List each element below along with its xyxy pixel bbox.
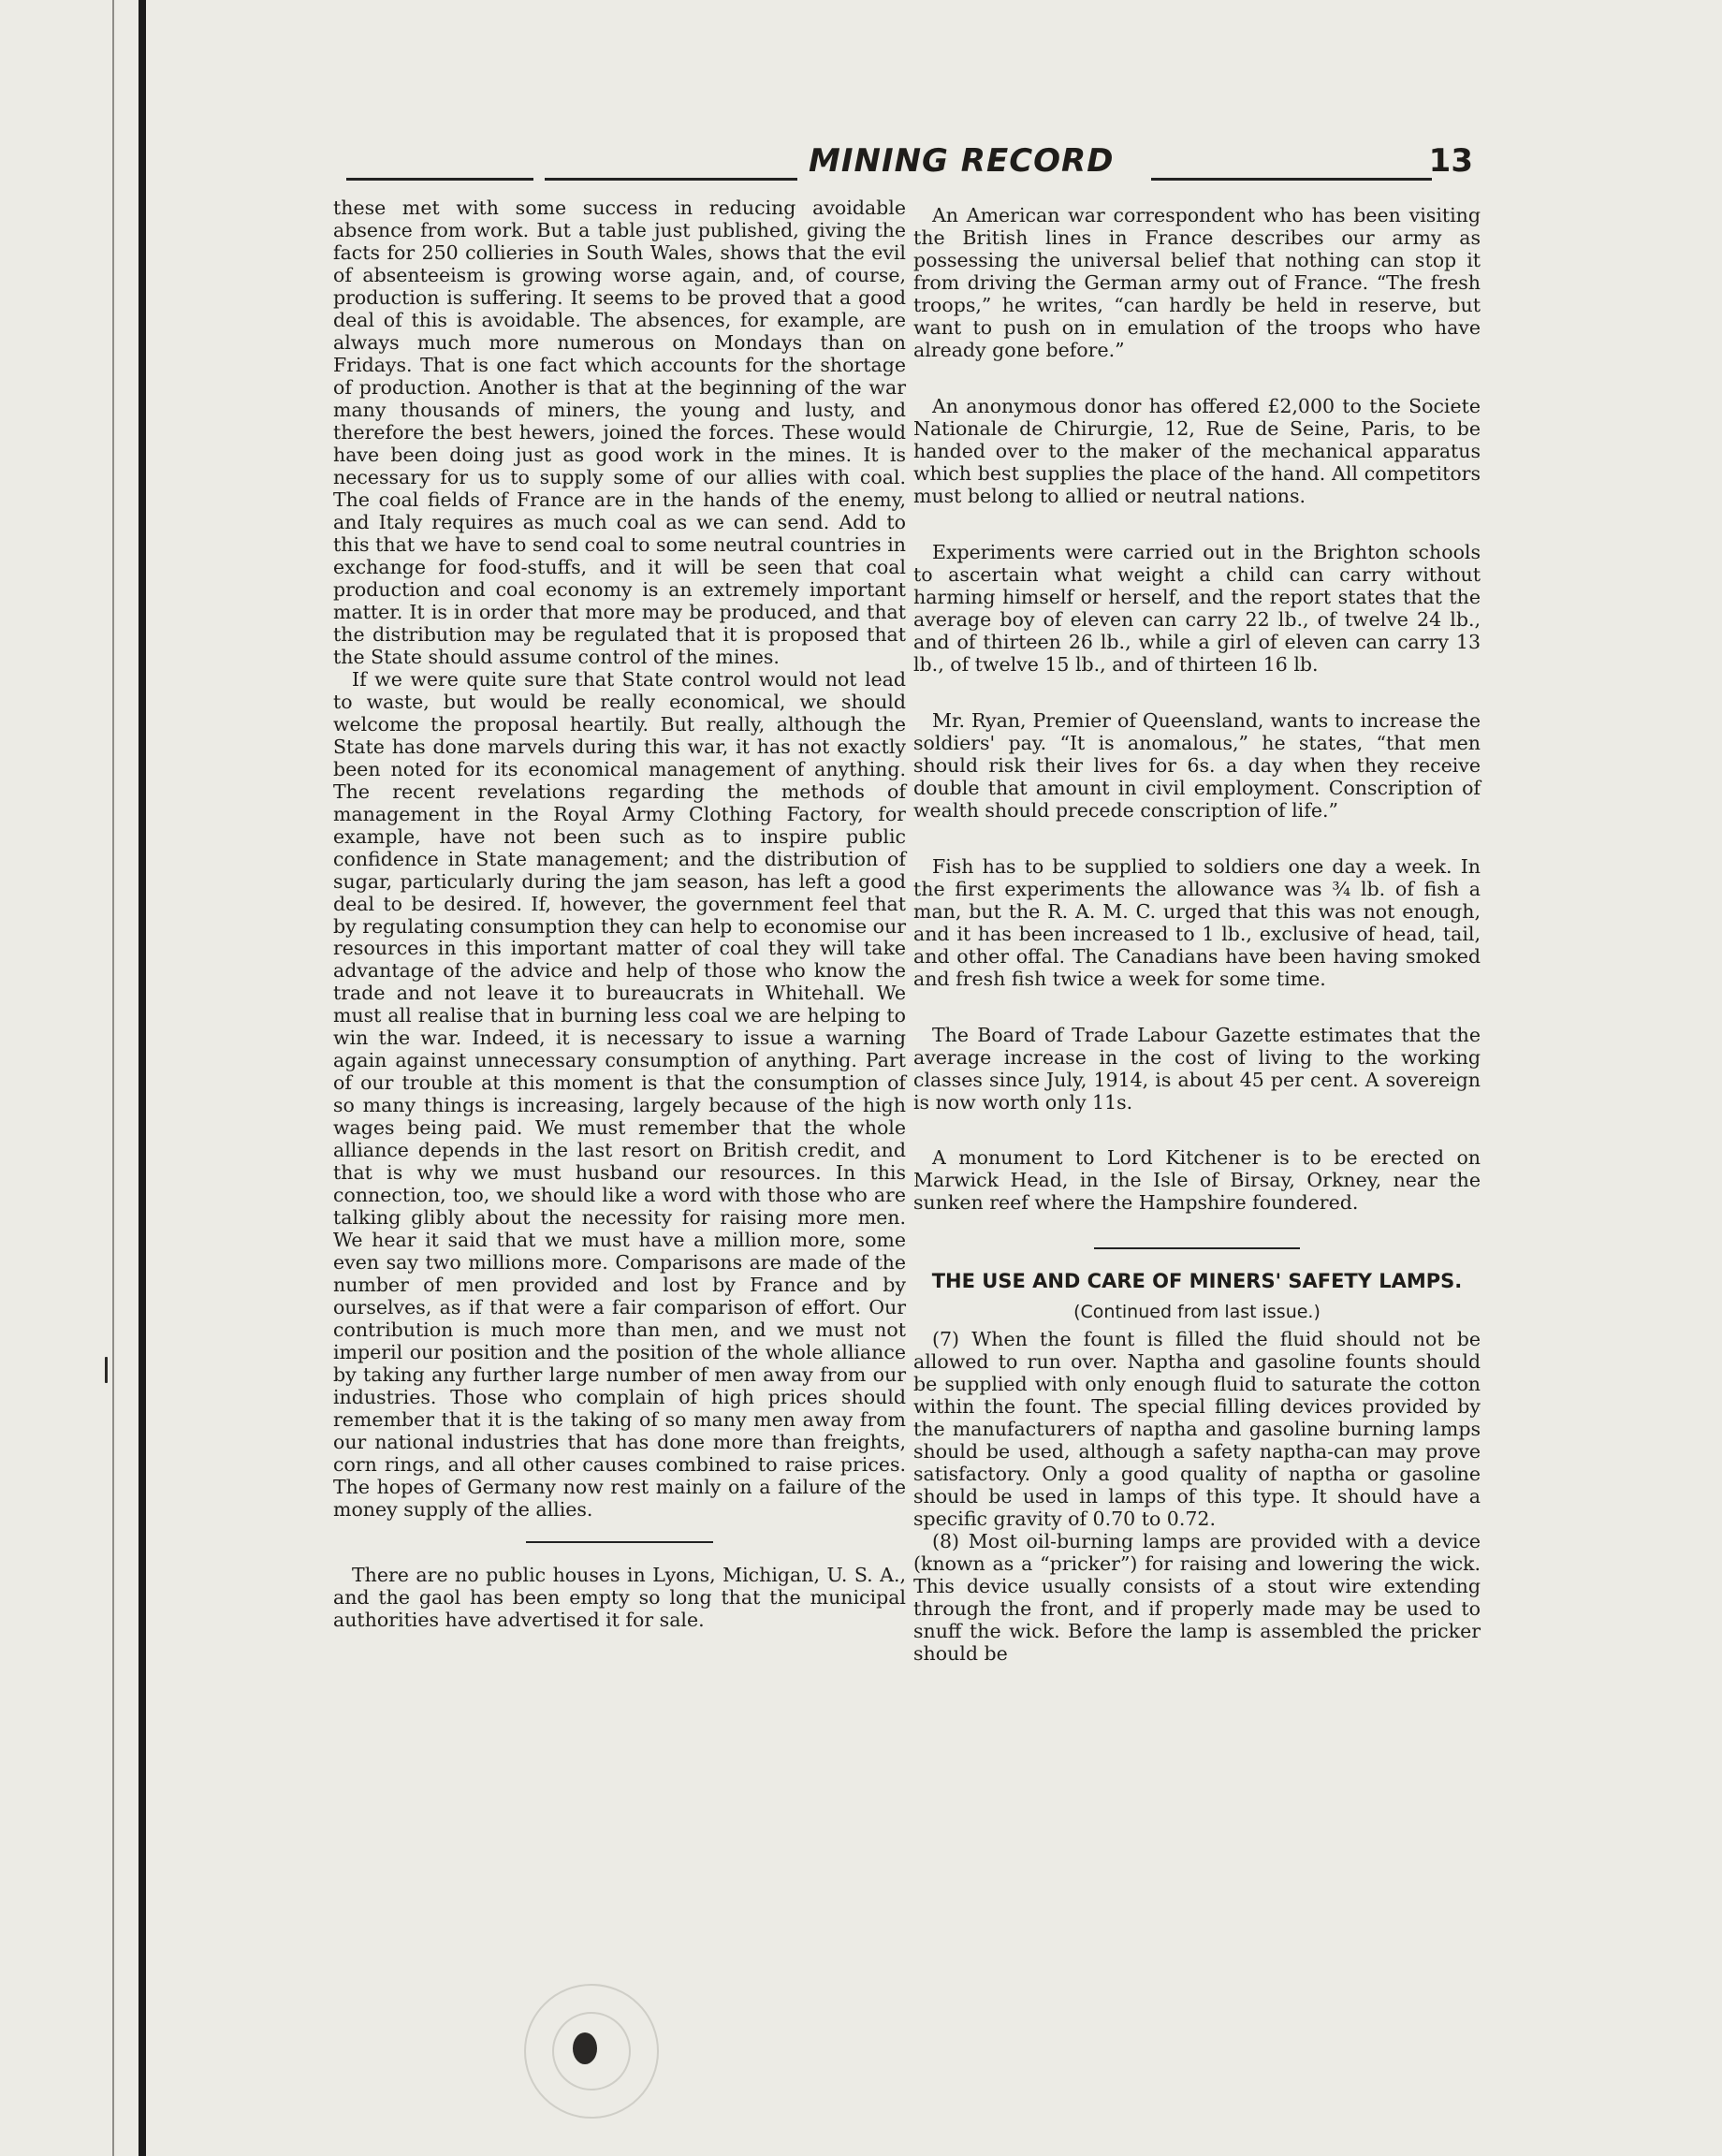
header-rule-middle <box>545 178 797 181</box>
binding-rule <box>139 0 146 2156</box>
section-divider <box>1094 1247 1300 1249</box>
news-item: Mr. Ryan, Premier of Queensland, wants to increase the soldiers' pay. “It is anomalous,” he states, “that men should risk their lives for 6s. a day when they receive double that amount in civil employment. Conscription of wealth should precede conscription of life.” <box>913 708 1481 822</box>
news-item: Experiments were carried out in the Brighton schools to ascertain what weight a child can carry without harming himself or herself, and the report states that the average boy of eleven can carry 22 lb., of twelve 24 lb., and of thirteen 26 lb., while a girl of eleven can carry 13 lb., of twelve 15 lb., and of thirteen 16 lb. <box>913 540 1481 676</box>
header-rule-right <box>1151 178 1432 181</box>
news-item: An American war correspondent who has been visiting the British lines in France describes our army as possessing the universal belief that nothing can stop it from driving the German army out of France. “The fresh troops,” he writes, “can hardly be held in reserve, but want to push on in emulation of the troops who have already gone before.” <box>913 204 1481 361</box>
article-paragraph: (8) Most oil-burning lamps are provided with a device (known as a “pricker”) for raising and lowering the wick. This device usually consists of a stout wire extending through the front, and if properly made may be used to snuff the wick. Before the lamp is assembled the pricker should be <box>913 1529 1481 1665</box>
news-item: An anonymous donor has offered £2,000 to the Societe Nationale de Chirurgie, 12, Rue de Seine, Paris, to be handed over to the maker of the mechanical apparatus which best supplies the place of the hand. All competitors must belong to allied or neutral nations. <box>913 394 1481 507</box>
section-heading: THE USE AND CARE OF MINERS' SAFETY LAMPS. <box>931 1270 1463 1293</box>
margin-mark <box>105 1357 108 1383</box>
news-item: There are no public houses in Lyons, Michigan, U. S. A., and the gaol has been empty so long that the municipal authorities have advertised it for sale. <box>333 1564 906 1632</box>
news-item: A monument to Lord Kitchener is to be erected on Marwick Head, in the Isle of Birsay, Orkney, near the sunken reef where the Hampshire foundered. <box>913 1146 1481 1215</box>
ink-blot <box>573 2032 597 2064</box>
right-column <box>913 204 1481 1665</box>
page-edge-line <box>112 0 114 2156</box>
news-item: Fish has to be supplied to soldiers one day a week. In the first experiments the allowance was ¾ lb. of fish a man, but the R. A. M. C. urged that this was not enough, and it has been increased to 1 lb., exclusive of head, tail, and other offal. The Canadians have been having smoked and fresh fish twice a week for some time. <box>913 854 1481 990</box>
news-item: The Board of Trade Labour Gazette estimates that the average increase in the cost of living to the working classes since July, 1914, is about 45 per cent. A sovereign is now worth only 11s. <box>913 1023 1481 1114</box>
article-paragraph: these met with some success in reducing avoidable absence from work. But a table just published, giving the facts for 250 collieries in South Wales, shows that the evil of absenteeism is growing worse again, and, of course, production is suffering. It seems to be proved that a good deal of this is avoidable. The absences, for example, are always much more numerous on Mondays than on Fridays. That is one fact which accounts for the shortage of production. Another is that at the beginning of the war many thousands of miners, the young and lusty, and therefore the best hewers, joined the forces. These would have been doing just as good work in the mines. It is necessary for us to supply some of our allies with coal. The coal fields of France are in the hands of the enemy, and Italy requires as much coal as we can send. Add to this that we have to send coal to some neutral countries in exchange for food-stuffs, and it will be seen that coal production and coal economy is an extremely important matter. It is in order that more may be produced, and that the distribution may be regulated that it is proposed that the State should assume control of the mines. <box>333 197 906 668</box>
article-paragraph: (7) When the fount is filled the fluid should not be allowed to run over. Naptha and gasoline founts should be supplied with only enough fluid to saturate the cotton within the fount. The special filling devices provided by the manufacturers of naptha and gasoline burning lamps should be used, although a safety naptha-can may prove satisfactory. Only a good quality of naptha or gasoline should be used in lamps of this type. It should have a specific gravity of 0.70 to 0.72. <box>913 1327 1481 1530</box>
header-rule-left <box>346 178 533 181</box>
left-column <box>333 197 906 1631</box>
section-divider <box>526 1541 713 1543</box>
article-paragraph: If we were quite sure that State control would not lead to waste, but would be really economical, we should welcome the proposal heartily. But really, although the State has done marvels during this war, it has not exactly been noted for its economical management of anything. The recent revelations regarding the methods of management in the Royal Army Clothing Factory, for example, have not been such as to inspire public confidence in State management; and the distribution of sugar, particularly during the jam season, has left a good deal to be desired. If, however, the government feel that by regulating consumption they can help to economise our resources in this important matter of coal they will take advantage of the advice and help of those who know the trade and not leave it to bureaucrats in Whitehall. We must all realise that in burning less coal we are helping to win the war. Indeed, it is necessary to issue a warning again against unnecessary consumption of anything. Part of our trouble at this moment is that the consumption of so many things is increasing, largely because of the high wages being paid. We must remember that the whole alliance depends in the last resort on British credit, and that is why we must husband our resources. In this connection, too, we should like a word with those who are talking glibly about the necessity for raising more men. We hear it said that we must have a million more, some even say two millions more. Comparisons are made of the number of men provided and lost by France and by ourselves, as if that were a fair comparison of effort. Our contribution is much more than men, and we must not imperil our position and the position of the whole alliance by taking any further large number of men away from our industries. Those who complain of high prices should remember that it is the taking of so many men away from our national industries that has done more than freights, corn rings, and all other causes combined to raise prices. The hopes of Germany now rest mainly on a failure of the money supply of the allies. <box>333 667 906 1522</box>
publication-title: MINING RECORD <box>809 142 1115 180</box>
page-header <box>346 142 1488 187</box>
section-subheading: (Continued from last issue.) <box>1073 1301 1321 1322</box>
page-number: 13 <box>1428 142 1473 180</box>
